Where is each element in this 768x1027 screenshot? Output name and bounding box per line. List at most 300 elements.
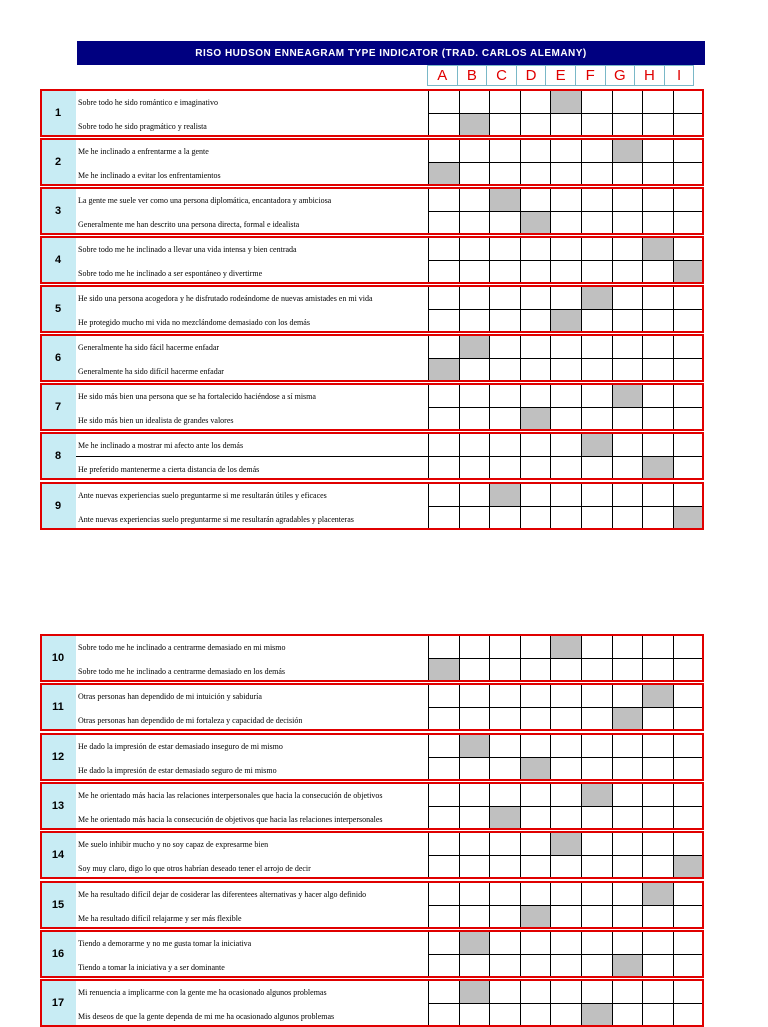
answer-cell-g-a[interactable] — [612, 89, 643, 113]
answer-cell-h-a[interactable] — [642, 930, 673, 954]
answer-cell-h-a[interactable] — [642, 334, 673, 358]
answer-cell-g-a[interactable] — [612, 831, 643, 855]
answer-cell-c-a[interactable] — [489, 733, 520, 757]
answer-cell-e-a[interactable] — [550, 683, 581, 707]
answer-cell-c-a[interactable] — [489, 187, 520, 211]
answer-cell-c-a[interactable] — [489, 831, 520, 855]
answer-cell-b-a[interactable] — [459, 683, 490, 707]
answer-cell-a-a[interactable] — [428, 782, 459, 806]
answer-cell-e-a[interactable] — [550, 881, 581, 905]
answer-cell-e-b[interactable] — [550, 309, 581, 333]
answer-cell-d-b[interactable] — [520, 658, 551, 682]
answer-cell-i-a[interactable] — [673, 334, 704, 358]
answer-cell-b-a[interactable] — [459, 236, 490, 260]
answer-cell-i-a[interactable] — [673, 138, 704, 162]
answer-cell-a-b[interactable] — [428, 309, 459, 333]
answer-cell-i-b[interactable] — [673, 757, 704, 781]
answer-cell-g-b[interactable] — [612, 211, 643, 235]
answer-cell-i-b[interactable] — [673, 358, 704, 382]
answer-cell-f-a[interactable] — [581, 831, 612, 855]
answer-cell-h-b[interactable] — [642, 757, 673, 781]
answer-cell-a-a[interactable] — [428, 89, 459, 113]
answer-cell-b-a[interactable] — [459, 881, 490, 905]
answer-cell-h-a[interactable] — [642, 236, 673, 260]
answer-cell-g-a[interactable] — [612, 782, 643, 806]
answer-cell-g-b[interactable] — [612, 855, 643, 879]
answer-cell-e-a[interactable] — [550, 236, 581, 260]
answer-cell-h-a[interactable] — [642, 285, 673, 309]
answer-cell-a-b[interactable] — [428, 658, 459, 682]
answer-cell-d-a[interactable] — [520, 187, 551, 211]
answer-cell-g-b[interactable] — [612, 162, 643, 186]
answer-cell-e-b[interactable] — [550, 358, 581, 382]
answer-cell-g-b[interactable] — [612, 407, 643, 431]
answer-cell-d-b[interactable] — [520, 211, 551, 235]
answer-cell-i-a[interactable] — [673, 383, 704, 407]
answer-cell-f-b[interactable] — [581, 1003, 612, 1027]
answer-cell-i-b[interactable] — [673, 456, 704, 480]
answer-cell-a-a[interactable] — [428, 138, 459, 162]
answer-cell-d-b[interactable] — [520, 806, 551, 830]
answer-cell-a-a[interactable] — [428, 482, 459, 506]
answer-cell-h-b[interactable] — [642, 806, 673, 830]
answer-cell-f-b[interactable] — [581, 309, 612, 333]
answer-cell-c-b[interactable] — [489, 162, 520, 186]
answer-cell-c-b[interactable] — [489, 806, 520, 830]
answer-cell-h-b[interactable] — [642, 905, 673, 929]
answer-cell-e-a[interactable] — [550, 782, 581, 806]
answer-cell-f-b[interactable] — [581, 658, 612, 682]
answer-cell-b-b[interactable] — [459, 658, 490, 682]
answer-cell-d-a[interactable] — [520, 782, 551, 806]
answer-cell-i-a[interactable] — [673, 432, 704, 456]
answer-cell-b-b[interactable] — [459, 506, 490, 530]
answer-cell-i-a[interactable] — [673, 482, 704, 506]
answer-cell-h-a[interactable] — [642, 138, 673, 162]
answer-cell-d-a[interactable] — [520, 285, 551, 309]
answer-cell-c-b[interactable] — [489, 506, 520, 530]
answer-cell-a-b[interactable] — [428, 407, 459, 431]
answer-cell-g-b[interactable] — [612, 456, 643, 480]
answer-cell-d-a[interactable] — [520, 733, 551, 757]
answer-cell-g-a[interactable] — [612, 432, 643, 456]
answer-cell-g-b[interactable] — [612, 806, 643, 830]
answer-cell-c-b[interactable] — [489, 855, 520, 879]
answer-cell-i-b[interactable] — [673, 162, 704, 186]
answer-cell-d-a[interactable] — [520, 930, 551, 954]
answer-cell-b-b[interactable] — [459, 757, 490, 781]
answer-cell-e-a[interactable] — [550, 634, 581, 658]
answer-cell-c-b[interactable] — [489, 658, 520, 682]
answer-cell-c-a[interactable] — [489, 881, 520, 905]
answer-cell-d-a[interactable] — [520, 634, 551, 658]
answer-cell-e-a[interactable] — [550, 930, 581, 954]
answer-cell-d-b[interactable] — [520, 260, 551, 284]
answer-cell-c-a[interactable] — [489, 930, 520, 954]
answer-cell-e-b[interactable] — [550, 954, 581, 978]
answer-cell-c-a[interactable] — [489, 334, 520, 358]
answer-cell-h-b[interactable] — [642, 162, 673, 186]
answer-cell-i-b[interactable] — [673, 707, 704, 731]
answer-cell-h-b[interactable] — [642, 309, 673, 333]
answer-cell-a-a[interactable] — [428, 334, 459, 358]
answer-cell-d-b[interactable] — [520, 162, 551, 186]
answer-cell-d-a[interactable] — [520, 831, 551, 855]
answer-cell-h-b[interactable] — [642, 358, 673, 382]
answer-cell-e-b[interactable] — [550, 506, 581, 530]
answer-cell-c-a[interactable] — [489, 285, 520, 309]
answer-cell-a-b[interactable] — [428, 358, 459, 382]
answer-cell-a-a[interactable] — [428, 831, 459, 855]
answer-cell-g-a[interactable] — [612, 138, 643, 162]
answer-cell-g-a[interactable] — [612, 383, 643, 407]
answer-cell-b-b[interactable] — [459, 407, 490, 431]
answer-cell-g-b[interactable] — [612, 113, 643, 137]
answer-cell-a-a[interactable] — [428, 285, 459, 309]
answer-cell-a-b[interactable] — [428, 211, 459, 235]
answer-cell-g-a[interactable] — [612, 881, 643, 905]
answer-cell-h-a[interactable] — [642, 482, 673, 506]
answer-cell-b-a[interactable] — [459, 138, 490, 162]
answer-cell-f-b[interactable] — [581, 707, 612, 731]
answer-cell-e-b[interactable] — [550, 707, 581, 731]
answer-cell-e-a[interactable] — [550, 482, 581, 506]
answer-cell-g-b[interactable] — [612, 707, 643, 731]
answer-cell-b-a[interactable] — [459, 782, 490, 806]
answer-cell-g-b[interactable] — [612, 905, 643, 929]
answer-cell-e-a[interactable] — [550, 383, 581, 407]
answer-cell-g-a[interactable] — [612, 236, 643, 260]
answer-cell-i-a[interactable] — [673, 285, 704, 309]
answer-cell-b-a[interactable] — [459, 930, 490, 954]
answer-cell-e-b[interactable] — [550, 456, 581, 480]
answer-cell-i-b[interactable] — [673, 658, 704, 682]
answer-cell-h-a[interactable] — [642, 432, 673, 456]
answer-cell-e-b[interactable] — [550, 855, 581, 879]
answer-cell-a-a[interactable] — [428, 979, 459, 1003]
answer-cell-i-a[interactable] — [673, 236, 704, 260]
answer-cell-f-b[interactable] — [581, 905, 612, 929]
answer-cell-h-b[interactable] — [642, 456, 673, 480]
answer-cell-e-a[interactable] — [550, 979, 581, 1003]
answer-cell-d-b[interactable] — [520, 456, 551, 480]
answer-cell-c-b[interactable] — [489, 309, 520, 333]
answer-cell-i-b[interactable] — [673, 506, 704, 530]
answer-cell-g-a[interactable] — [612, 634, 643, 658]
answer-cell-f-a[interactable] — [581, 285, 612, 309]
answer-cell-c-a[interactable] — [489, 236, 520, 260]
answer-cell-e-b[interactable] — [550, 162, 581, 186]
answer-cell-d-a[interactable] — [520, 383, 551, 407]
answer-cell-c-b[interactable] — [489, 456, 520, 480]
answer-cell-c-a[interactable] — [489, 683, 520, 707]
answer-cell-d-b[interactable] — [520, 407, 551, 431]
answer-cell-g-a[interactable] — [612, 979, 643, 1003]
answer-cell-f-a[interactable] — [581, 634, 612, 658]
answer-cell-d-a[interactable] — [520, 881, 551, 905]
answer-cell-c-b[interactable] — [489, 905, 520, 929]
answer-cell-f-b[interactable] — [581, 855, 612, 879]
answer-cell-a-b[interactable] — [428, 707, 459, 731]
answer-cell-h-b[interactable] — [642, 855, 673, 879]
answer-cell-f-a[interactable] — [581, 138, 612, 162]
answer-cell-b-b[interactable] — [459, 260, 490, 284]
answer-cell-e-a[interactable] — [550, 89, 581, 113]
answer-cell-a-b[interactable] — [428, 954, 459, 978]
answer-cell-g-a[interactable] — [612, 683, 643, 707]
answer-cell-f-b[interactable] — [581, 806, 612, 830]
answer-cell-g-b[interactable] — [612, 260, 643, 284]
answer-cell-d-a[interactable] — [520, 683, 551, 707]
answer-cell-d-a[interactable] — [520, 432, 551, 456]
answer-cell-c-a[interactable] — [489, 383, 520, 407]
answer-cell-b-b[interactable] — [459, 113, 490, 137]
answer-cell-b-a[interactable] — [459, 89, 490, 113]
answer-cell-b-b[interactable] — [459, 806, 490, 830]
answer-cell-b-a[interactable] — [459, 187, 490, 211]
answer-cell-d-b[interactable] — [520, 954, 551, 978]
answer-cell-e-a[interactable] — [550, 432, 581, 456]
answer-cell-i-a[interactable] — [673, 187, 704, 211]
answer-cell-i-b[interactable] — [673, 905, 704, 929]
answer-cell-i-b[interactable] — [673, 260, 704, 284]
answer-cell-c-b[interactable] — [489, 1003, 520, 1027]
answer-cell-a-b[interactable] — [428, 260, 459, 284]
answer-cell-b-b[interactable] — [459, 905, 490, 929]
answer-cell-b-b[interactable] — [459, 211, 490, 235]
answer-cell-i-b[interactable] — [673, 113, 704, 137]
answer-cell-g-b[interactable] — [612, 1003, 643, 1027]
answer-cell-b-a[interactable] — [459, 432, 490, 456]
answer-cell-a-b[interactable] — [428, 506, 459, 530]
answer-cell-i-a[interactable] — [673, 979, 704, 1003]
answer-cell-f-b[interactable] — [581, 358, 612, 382]
answer-cell-c-b[interactable] — [489, 407, 520, 431]
answer-cell-f-a[interactable] — [581, 683, 612, 707]
answer-cell-i-b[interactable] — [673, 309, 704, 333]
answer-cell-f-a[interactable] — [581, 383, 612, 407]
answer-cell-h-a[interactable] — [642, 383, 673, 407]
answer-cell-e-b[interactable] — [550, 658, 581, 682]
answer-cell-f-b[interactable] — [581, 260, 612, 284]
answer-cell-f-a[interactable] — [581, 482, 612, 506]
answer-cell-b-b[interactable] — [459, 954, 490, 978]
answer-cell-a-a[interactable] — [428, 432, 459, 456]
answer-cell-a-a[interactable] — [428, 930, 459, 954]
answer-cell-g-a[interactable] — [612, 334, 643, 358]
answer-cell-e-a[interactable] — [550, 138, 581, 162]
answer-cell-b-b[interactable] — [459, 162, 490, 186]
answer-cell-d-a[interactable] — [520, 89, 551, 113]
answer-cell-h-b[interactable] — [642, 506, 673, 530]
answer-cell-g-b[interactable] — [612, 954, 643, 978]
answer-cell-g-a[interactable] — [612, 482, 643, 506]
answer-cell-b-b[interactable] — [459, 1003, 490, 1027]
answer-cell-e-b[interactable] — [550, 806, 581, 830]
answer-cell-c-a[interactable] — [489, 432, 520, 456]
answer-cell-f-b[interactable] — [581, 162, 612, 186]
answer-cell-f-a[interactable] — [581, 979, 612, 1003]
answer-cell-b-b[interactable] — [459, 707, 490, 731]
answer-cell-d-a[interactable] — [520, 482, 551, 506]
answer-cell-c-b[interactable] — [489, 757, 520, 781]
answer-cell-e-a[interactable] — [550, 831, 581, 855]
answer-cell-c-b[interactable] — [489, 211, 520, 235]
answer-cell-i-a[interactable] — [673, 683, 704, 707]
answer-cell-g-b[interactable] — [612, 658, 643, 682]
answer-cell-h-a[interactable] — [642, 187, 673, 211]
answer-cell-d-b[interactable] — [520, 1003, 551, 1027]
answer-cell-a-b[interactable] — [428, 806, 459, 830]
answer-cell-f-a[interactable] — [581, 782, 612, 806]
answer-cell-b-a[interactable] — [459, 482, 490, 506]
answer-cell-a-a[interactable] — [428, 683, 459, 707]
answer-cell-f-a[interactable] — [581, 334, 612, 358]
answer-cell-c-a[interactable] — [489, 782, 520, 806]
answer-cell-c-a[interactable] — [489, 138, 520, 162]
answer-cell-b-b[interactable] — [459, 456, 490, 480]
answer-cell-b-a[interactable] — [459, 634, 490, 658]
answer-cell-d-b[interactable] — [520, 757, 551, 781]
answer-cell-f-a[interactable] — [581, 432, 612, 456]
answer-cell-b-b[interactable] — [459, 855, 490, 879]
answer-cell-h-b[interactable] — [642, 1003, 673, 1027]
answer-cell-h-a[interactable] — [642, 831, 673, 855]
answer-cell-d-a[interactable] — [520, 236, 551, 260]
answer-cell-a-b[interactable] — [428, 113, 459, 137]
answer-cell-c-b[interactable] — [489, 954, 520, 978]
answer-cell-d-b[interactable] — [520, 309, 551, 333]
answer-cell-f-b[interactable] — [581, 506, 612, 530]
answer-cell-b-a[interactable] — [459, 334, 490, 358]
answer-cell-h-a[interactable] — [642, 782, 673, 806]
answer-cell-d-a[interactable] — [520, 979, 551, 1003]
answer-cell-d-a[interactable] — [520, 138, 551, 162]
answer-cell-d-b[interactable] — [520, 358, 551, 382]
answer-cell-f-a[interactable] — [581, 236, 612, 260]
answer-cell-b-b[interactable] — [459, 309, 490, 333]
answer-cell-i-b[interactable] — [673, 407, 704, 431]
answer-cell-b-a[interactable] — [459, 979, 490, 1003]
answer-cell-h-a[interactable] — [642, 89, 673, 113]
answer-cell-e-b[interactable] — [550, 757, 581, 781]
answer-cell-a-b[interactable] — [428, 757, 459, 781]
answer-cell-g-b[interactable] — [612, 757, 643, 781]
answer-cell-a-a[interactable] — [428, 733, 459, 757]
answer-cell-a-b[interactable] — [428, 855, 459, 879]
answer-cell-i-a[interactable] — [673, 782, 704, 806]
answer-cell-h-b[interactable] — [642, 658, 673, 682]
answer-cell-d-b[interactable] — [520, 905, 551, 929]
answer-cell-c-b[interactable] — [489, 358, 520, 382]
answer-cell-e-b[interactable] — [550, 407, 581, 431]
answer-cell-h-b[interactable] — [642, 707, 673, 731]
answer-cell-g-a[interactable] — [612, 930, 643, 954]
answer-cell-a-a[interactable] — [428, 236, 459, 260]
answer-cell-h-b[interactable] — [642, 954, 673, 978]
answer-cell-b-b[interactable] — [459, 358, 490, 382]
answer-cell-d-a[interactable] — [520, 334, 551, 358]
answer-cell-f-a[interactable] — [581, 187, 612, 211]
answer-cell-f-b[interactable] — [581, 211, 612, 235]
answer-cell-f-a[interactable] — [581, 930, 612, 954]
answer-cell-h-a[interactable] — [642, 634, 673, 658]
answer-cell-c-a[interactable] — [489, 482, 520, 506]
answer-cell-a-b[interactable] — [428, 1003, 459, 1027]
answer-cell-c-a[interactable] — [489, 979, 520, 1003]
answer-cell-a-a[interactable] — [428, 634, 459, 658]
answer-cell-e-b[interactable] — [550, 1003, 581, 1027]
answer-cell-c-b[interactable] — [489, 113, 520, 137]
answer-cell-h-b[interactable] — [642, 113, 673, 137]
answer-cell-h-b[interactable] — [642, 407, 673, 431]
answer-cell-b-a[interactable] — [459, 831, 490, 855]
answer-cell-c-a[interactable] — [489, 89, 520, 113]
answer-cell-f-a[interactable] — [581, 89, 612, 113]
answer-cell-h-b[interactable] — [642, 260, 673, 284]
answer-cell-f-b[interactable] — [581, 954, 612, 978]
answer-cell-a-a[interactable] — [428, 187, 459, 211]
answer-cell-c-b[interactable] — [489, 707, 520, 731]
answer-cell-a-b[interactable] — [428, 456, 459, 480]
answer-cell-a-b[interactable] — [428, 162, 459, 186]
answer-cell-d-b[interactable] — [520, 113, 551, 137]
answer-cell-b-a[interactable] — [459, 733, 490, 757]
answer-cell-i-a[interactable] — [673, 733, 704, 757]
answer-cell-e-a[interactable] — [550, 285, 581, 309]
answer-cell-h-a[interactable] — [642, 733, 673, 757]
answer-cell-i-a[interactable] — [673, 831, 704, 855]
answer-cell-f-a[interactable] — [581, 881, 612, 905]
answer-cell-a-b[interactable] — [428, 905, 459, 929]
answer-cell-i-a[interactable] — [673, 930, 704, 954]
answer-cell-b-a[interactable] — [459, 383, 490, 407]
answer-cell-i-b[interactable] — [673, 954, 704, 978]
answer-cell-g-a[interactable] — [612, 733, 643, 757]
answer-cell-i-a[interactable] — [673, 634, 704, 658]
answer-cell-c-b[interactable] — [489, 260, 520, 284]
answer-cell-h-a[interactable] — [642, 881, 673, 905]
answer-cell-i-a[interactable] — [673, 89, 704, 113]
answer-cell-e-b[interactable] — [550, 113, 581, 137]
answer-cell-e-b[interactable] — [550, 260, 581, 284]
answer-cell-i-a[interactable] — [673, 881, 704, 905]
answer-cell-g-b[interactable] — [612, 358, 643, 382]
answer-cell-h-b[interactable] — [642, 211, 673, 235]
answer-cell-g-a[interactable] — [612, 187, 643, 211]
answer-cell-e-a[interactable] — [550, 733, 581, 757]
answer-cell-d-b[interactable] — [520, 855, 551, 879]
answer-cell-i-b[interactable] — [673, 1003, 704, 1027]
answer-cell-d-b[interactable] — [520, 707, 551, 731]
answer-cell-g-a[interactable] — [612, 285, 643, 309]
answer-cell-f-a[interactable] — [581, 733, 612, 757]
answer-cell-g-b[interactable] — [612, 506, 643, 530]
answer-cell-f-b[interactable] — [581, 407, 612, 431]
answer-cell-i-b[interactable] — [673, 855, 704, 879]
answer-cell-d-b[interactable] — [520, 506, 551, 530]
answer-cell-h-a[interactable] — [642, 979, 673, 1003]
answer-cell-b-a[interactable] — [459, 285, 490, 309]
answer-cell-i-b[interactable] — [673, 211, 704, 235]
answer-cell-e-a[interactable] — [550, 187, 581, 211]
answer-cell-a-a[interactable] — [428, 881, 459, 905]
answer-cell-i-b[interactable] — [673, 806, 704, 830]
answer-cell-f-b[interactable] — [581, 757, 612, 781]
answer-cell-a-a[interactable] — [428, 383, 459, 407]
answer-cell-f-b[interactable] — [581, 456, 612, 480]
answer-cell-f-b[interactable] — [581, 113, 612, 137]
